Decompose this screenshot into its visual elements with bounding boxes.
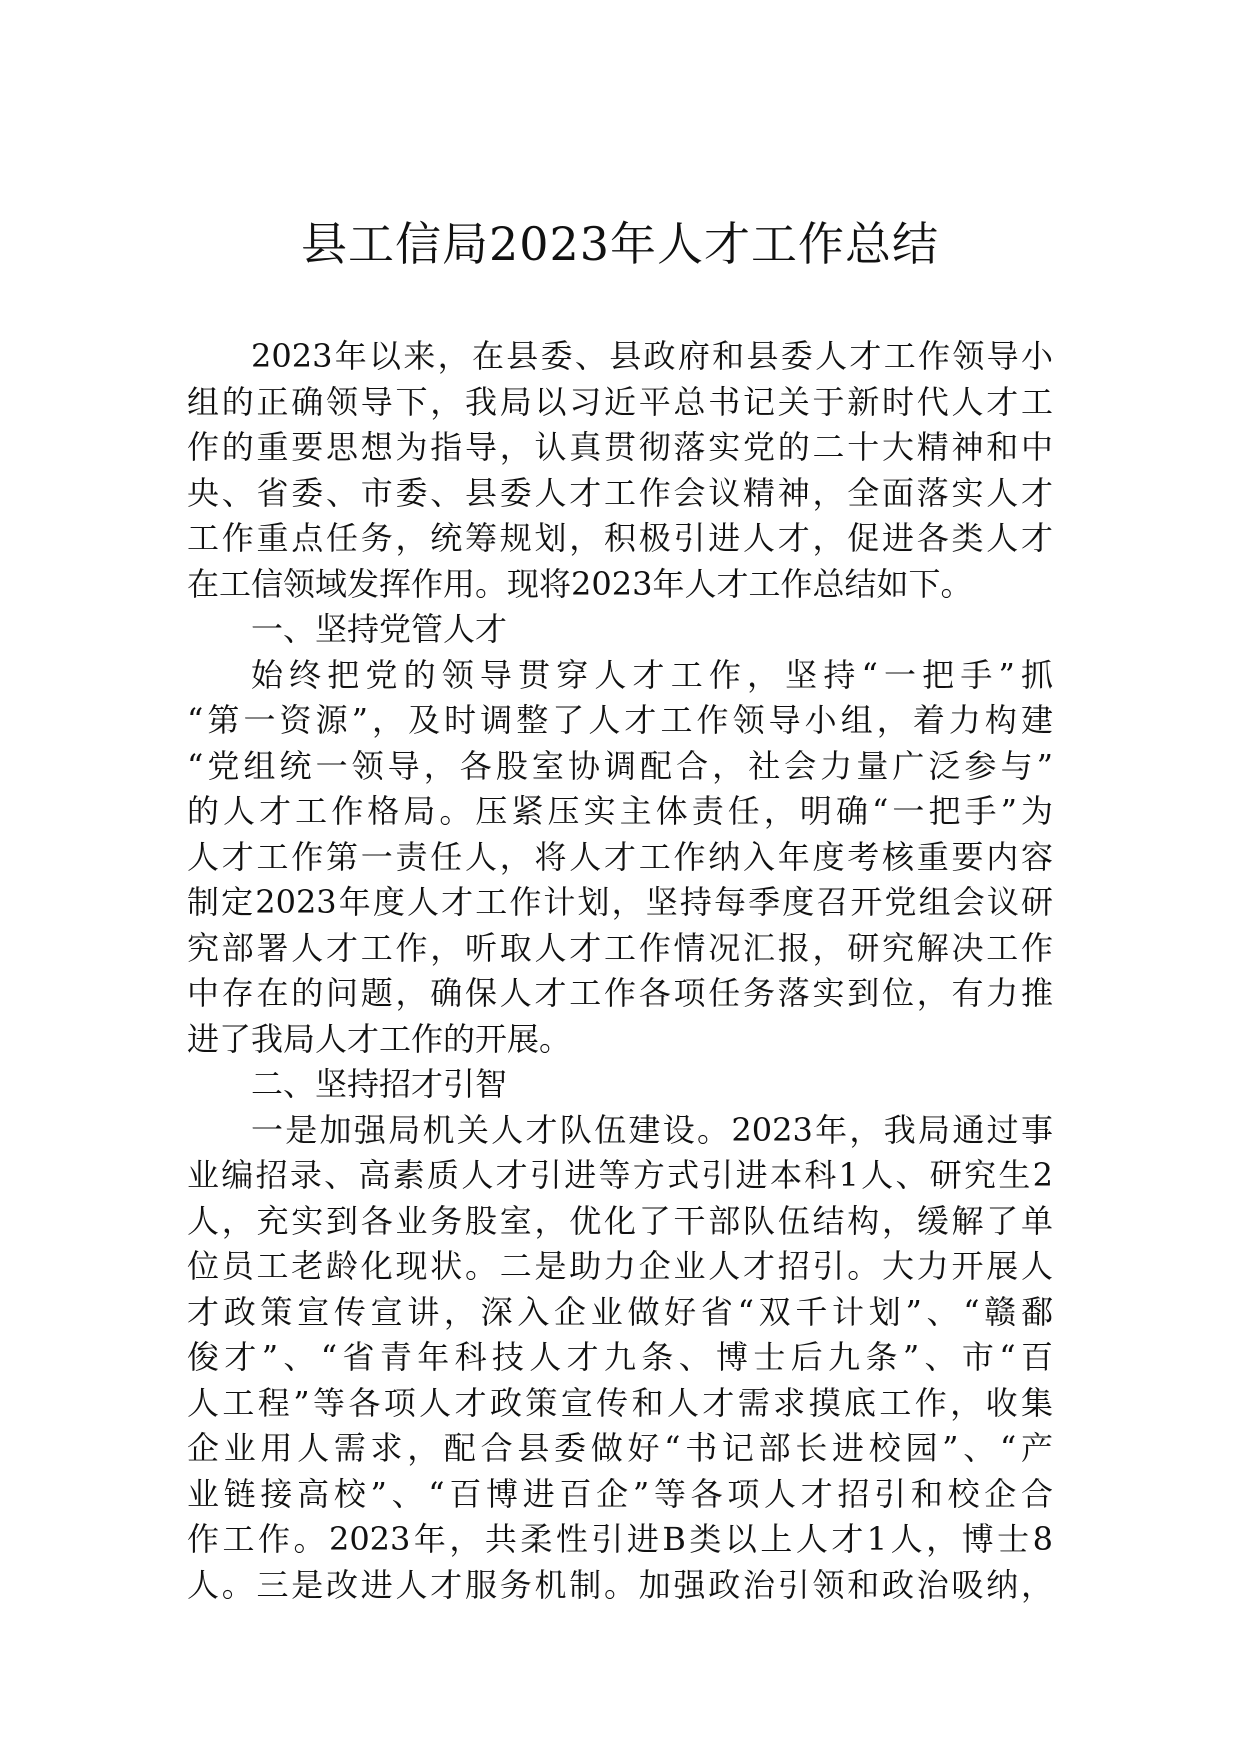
paragraph-line: 中存在的问题，确保人才工作各项任务落实到位，有力推 <box>187 974 1053 1012</box>
paragraph-line: 才政策宣传宣讲，深入企业做好省“双千计划”、“赣鄱 <box>187 1292 1053 1331</box>
paragraph-line: 业编招录、高素质人才引进等方式引进本科1人、研究生2 <box>187 1156 1053 1194</box>
paragraph-line: “第一资源”，及时调整了人才工作领导小组，着力构建 <box>187 701 1053 739</box>
paragraph-line: 工作重点任务，统筹规划，积极引进人才，促进各类人才 <box>187 519 1053 557</box>
paragraph-line: 制定2023年度人才工作计划，坚持每季度召开党组会议研 <box>187 883 1053 921</box>
paragraph-line: 组的正确领导下，我局以习近平总书记关于新时代人才工 <box>187 382 1053 421</box>
paragraph-line: 始终把党的领导贯穿人才工作，坚持“一把手”抓 <box>251 655 1053 694</box>
paragraph-line: 人，充实到各业务股室，优化了干部队伍结构，缓解了单 <box>187 1201 1053 1240</box>
paragraph-line: 央、省委、市委、县委人才工作会议精神，全面落实人才 <box>187 473 1053 512</box>
paragraph-line: “党组统一领导，各股室协调配合，社会力量广泛参与” <box>187 746 1053 785</box>
paragraph-line: 业链接高校”、“百博进百企”等各项人才招引和校企合 <box>187 1474 1053 1513</box>
section-heading: 一、坚持党管人才 <box>251 610 508 648</box>
paragraph-line: 人工程”等各项人才政策宣传和人才需求摸底工作，收集 <box>187 1383 1053 1422</box>
paragraph-line: 人。三是改进人才服务机制。加强政治引领和政治吸纳， <box>187 1565 1053 1604</box>
section-heading: 二、坚持招才引智 <box>251 1065 508 1103</box>
paragraph-line: 俊才”、“省青年科技人才九条、博士后九条”、市“百 <box>187 1338 1053 1376</box>
paragraph-line: 作的重要思想为指导，认真贯彻落实党的二十大精神和中 <box>187 428 1053 466</box>
paragraph-line: 的人才工作格局。压紧压实主体责任，明确“一把手”为 <box>187 792 1053 830</box>
document-title: 县工信局2023年人才工作总结 <box>300 217 940 271</box>
paragraph-line: 企业用人需求，配合县委做好“书记部长进校园”、“产 <box>187 1429 1053 1467</box>
paragraph-line: 2023年以来，在县委、县政府和县委人才工作领导小 <box>251 337 1053 375</box>
paragraph-line: 人才工作第一责任人，将人才工作纳入年度考核重要内容 <box>187 837 1053 876</box>
document-body <box>187 334 1053 1608</box>
paragraph-line: 进了我局人才工作的开展。 <box>187 1019 572 1058</box>
paragraph-line: 位员工老龄化现状。二是助力企业人才招引。大力开展人 <box>187 1247 1053 1285</box>
paragraph-line: 在工信领域发挥作用。现将2023年人才工作总结如下。 <box>187 564 973 603</box>
paragraph-line: 作工作。2023年，共柔性引进B类以上人才1人，博士8 <box>187 1520 1053 1558</box>
paragraph-line: 究部署人才工作，听取人才工作情况汇报，研究解决工作 <box>187 928 1053 967</box>
paragraph-line: 一是加强局机关人才队伍建设。2023年，我局通过事 <box>251 1110 1053 1149</box>
